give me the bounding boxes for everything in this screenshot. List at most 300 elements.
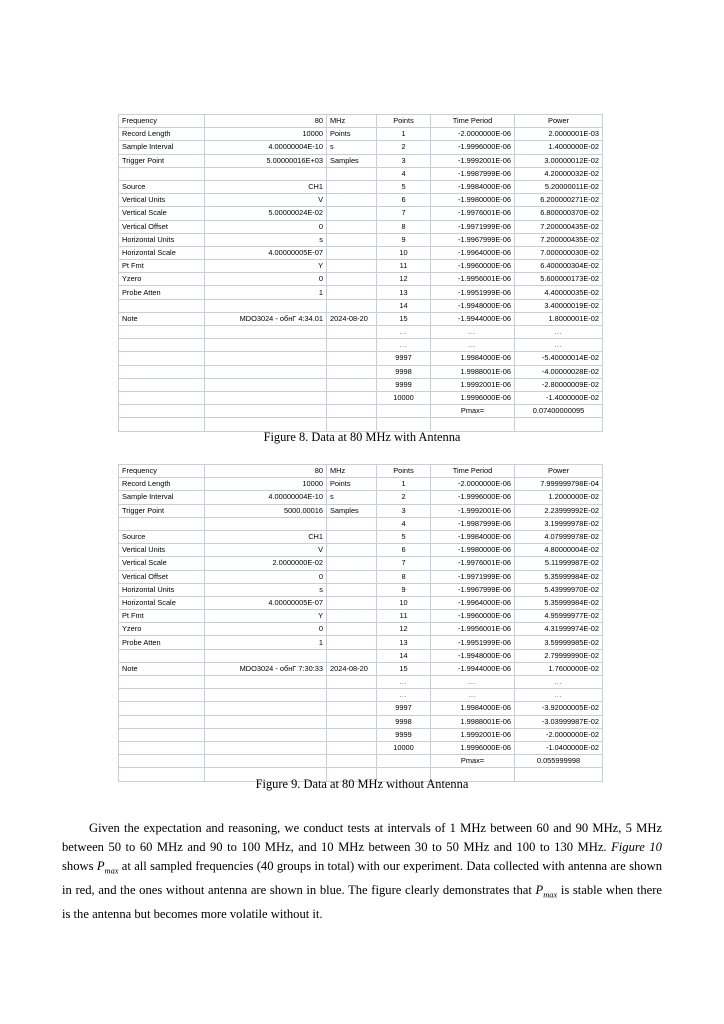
pmax-label: Pmax=	[431, 405, 515, 418]
param-unit	[327, 233, 377, 246]
frequency-unit: MHz	[327, 115, 377, 128]
param-unit	[327, 220, 377, 233]
data-point-index: 7	[377, 207, 431, 220]
table-row	[119, 378, 603, 391]
table-row	[119, 557, 603, 570]
data-time-period: …	[431, 339, 515, 352]
param-value	[205, 676, 327, 689]
data-point-index: 14	[377, 649, 431, 662]
param-value: 10000	[205, 128, 327, 141]
data-time-period: -1.9956001E-06	[431, 623, 515, 636]
data-point-index: …	[377, 689, 431, 702]
param-unit	[327, 544, 377, 557]
param-value: 1	[205, 636, 327, 649]
param-unit	[327, 530, 377, 543]
data-time-period: -1.9992001E-06	[431, 154, 515, 167]
data-point-index: …	[377, 326, 431, 339]
data-point-index: …	[377, 676, 431, 689]
table-row	[119, 596, 603, 609]
table-row	[119, 715, 603, 728]
data-power: 5.600000173E-02	[515, 273, 603, 286]
data-power: …	[515, 339, 603, 352]
param-label: Horizontal Units	[119, 233, 205, 246]
data-power: 2.79999990E-02	[515, 649, 603, 662]
param-label: Note	[119, 312, 205, 325]
param-value: 4.00000005E-07	[205, 246, 327, 259]
param-value	[205, 728, 327, 741]
param-unit	[327, 557, 377, 570]
data-time-period: -1.9944000E-06	[431, 312, 515, 325]
data-power: 6.200000271E-02	[515, 194, 603, 207]
data-point-index: 9998	[377, 715, 431, 728]
table-row	[119, 491, 603, 504]
data-time-period: …	[431, 676, 515, 689]
data-time-period: 1.9988001E-06	[431, 715, 515, 728]
data-power: 4.95999977E-02	[515, 610, 603, 623]
data-time-period: …	[431, 326, 515, 339]
param-label: Probe Atten	[119, 286, 205, 299]
data-time-period: …	[431, 689, 515, 702]
param-unit: s	[327, 491, 377, 504]
param-unit	[327, 326, 377, 339]
param-label	[119, 405, 205, 418]
param-value: 1	[205, 286, 327, 299]
param-value	[205, 167, 327, 180]
param-unit	[327, 273, 377, 286]
table-row	[119, 728, 603, 741]
data-point-index: 9	[377, 233, 431, 246]
data-time-period: -2.0000000E-06	[431, 128, 515, 141]
data-power: 1.2000000E-02	[515, 491, 603, 504]
param-unit	[327, 391, 377, 404]
data-point-index: 15	[377, 312, 431, 325]
table-row	[119, 755, 603, 768]
param-label: Sample Interval	[119, 141, 205, 154]
param-value	[205, 352, 327, 365]
data-point-index: 15	[377, 662, 431, 675]
table-row	[119, 154, 603, 167]
param-label: Pt Fmt	[119, 610, 205, 623]
param-label: Horizontal Scale	[119, 246, 205, 259]
param-unit	[327, 260, 377, 273]
param-label: Trigger Point	[119, 504, 205, 517]
param-value: 4.00000004E-10	[205, 491, 327, 504]
data-time-period: -1.9987999E-06	[431, 517, 515, 530]
param-unit	[327, 715, 377, 728]
data-time-period: -1.9984000E-06	[431, 180, 515, 193]
figure-10-reference: Figure 10	[611, 839, 662, 854]
pmax-value: 0.055999998	[515, 755, 603, 768]
data-time-period: -1.9980000E-06	[431, 544, 515, 557]
param-label	[119, 299, 205, 312]
pmax-label: Pmax=	[431, 755, 515, 768]
param-unit	[327, 339, 377, 352]
table-row	[119, 141, 603, 154]
data-time-period: -1.9964000E-06	[431, 596, 515, 609]
data-point-index: 4	[377, 167, 431, 180]
data-time-period: -1.9987999E-06	[431, 167, 515, 180]
pmax-letter-2: P	[535, 883, 544, 897]
param-label: Source	[119, 180, 205, 193]
data-point-index: 3	[377, 504, 431, 517]
table-row	[119, 583, 603, 596]
param-label	[119, 715, 205, 728]
table-row	[119, 312, 603, 325]
param-label	[119, 326, 205, 339]
data-point-index: …	[377, 339, 431, 352]
param-label: Vertical Offset	[119, 220, 205, 233]
param-value: 4.00000004E-10	[205, 141, 327, 154]
data-point-index: 5	[377, 180, 431, 193]
param-label: Note	[119, 662, 205, 675]
param-value	[205, 689, 327, 702]
table-row	[119, 260, 603, 273]
data-power: 3.59999985E-02	[515, 636, 603, 649]
table-row	[119, 207, 603, 220]
pmax-value: 0.07400000095	[515, 405, 603, 418]
table-row	[119, 517, 603, 530]
param-label: Vertical Offset	[119, 570, 205, 583]
data-time-period: -1.9944000E-06	[431, 662, 515, 675]
param-label	[119, 676, 205, 689]
data-time-period: -1.9996000E-06	[431, 141, 515, 154]
param-unit	[327, 378, 377, 391]
paragraph-text-part-4: is stable when there is the antenna but becomes more volatile without it.	[62, 883, 662, 921]
table-row	[119, 478, 603, 491]
data-point-index: 8	[377, 220, 431, 233]
data-power: 3.40000019E-02	[515, 299, 603, 312]
param-label	[119, 352, 205, 365]
param-value: 5.00000016E+03	[205, 154, 327, 167]
pmax-letter-1: P	[96, 859, 105, 874]
param-label	[119, 741, 205, 754]
param-unit	[327, 583, 377, 596]
data-power: 7.200000435E-02	[515, 233, 603, 246]
figure-9-caption: Figure 9. Data at 80 MHz without Antenna	[255, 777, 469, 791]
table-row	[119, 299, 603, 312]
data-power: -2.0000000E-02	[515, 728, 603, 741]
param-label: Horizontal Scale	[119, 596, 205, 609]
table-row	[119, 702, 603, 715]
param-unit	[327, 405, 377, 418]
data-point-index: 7	[377, 557, 431, 570]
data-power: 5.35999984E-02	[515, 570, 603, 583]
param-value	[205, 365, 327, 378]
table-row	[119, 352, 603, 365]
data-power: 1.8000001E-02	[515, 312, 603, 325]
param-label: Vertical Scale	[119, 557, 205, 570]
data-time-period: -1.9964000E-06	[431, 246, 515, 259]
data-point-index: 11	[377, 610, 431, 623]
param-unit: 2024-08-20	[327, 662, 377, 675]
param-value	[205, 405, 327, 418]
table-row	[119, 544, 603, 557]
param-value: V	[205, 544, 327, 557]
data-time-period: 1.9992001E-06	[431, 378, 515, 391]
column-header-time-period: Time Period	[431, 115, 515, 128]
param-label: Vertical Units	[119, 544, 205, 557]
data-point-index: 10	[377, 246, 431, 259]
data-time-period: 1.9984000E-06	[431, 702, 515, 715]
table-row	[119, 273, 603, 286]
param-label: Record Length	[119, 478, 205, 491]
data-point-index: 9	[377, 583, 431, 596]
param-unit	[327, 676, 377, 689]
param-label	[119, 689, 205, 702]
data-point-index: 9997	[377, 702, 431, 715]
table-row	[119, 233, 603, 246]
param-value	[205, 339, 327, 352]
param-value: 10000	[205, 478, 327, 491]
param-label: Vertical Scale	[119, 207, 205, 220]
frequency-value: 80	[205, 115, 327, 128]
param-value	[205, 649, 327, 662]
data-point-index: 11	[377, 260, 431, 273]
param-value: 0	[205, 273, 327, 286]
param-value: MDO3024 - обнГ 4:34.01	[205, 312, 327, 325]
data-point-index: 8	[377, 570, 431, 583]
data-time-period: -1.9967999E-06	[431, 233, 515, 246]
table-row	[119, 391, 603, 404]
data-point-index: 12	[377, 623, 431, 636]
data-time-period: 1.9992001E-06	[431, 728, 515, 741]
param-value: CH1	[205, 530, 327, 543]
figure-9-table	[118, 464, 602, 782]
data-point-index: 10000	[377, 391, 431, 404]
data-power: -5.40000014E-02	[515, 352, 603, 365]
param-value	[205, 378, 327, 391]
table-row	[119, 649, 603, 662]
data-point-index: 9999	[377, 378, 431, 391]
data-time-period: -1.9960000E-06	[431, 260, 515, 273]
data-point-index: 9999	[377, 728, 431, 741]
data-time-period: -1.9951999E-06	[431, 286, 515, 299]
data-power: 6.400000304E-02	[515, 260, 603, 273]
data-power: 4.20000032E-02	[515, 167, 603, 180]
table-row	[119, 128, 603, 141]
param-unit	[327, 741, 377, 754]
param-label	[119, 339, 205, 352]
param-unit	[327, 623, 377, 636]
data-point-index: 14	[377, 299, 431, 312]
table-header-row	[119, 465, 603, 478]
param-label	[119, 365, 205, 378]
param-unit	[327, 286, 377, 299]
data-point-index: 2	[377, 491, 431, 504]
data-power: 5.20000011E-02	[515, 180, 603, 193]
param-value: 0	[205, 220, 327, 233]
data-time-period: -1.9948000E-06	[431, 299, 515, 312]
data-point-index: 4	[377, 517, 431, 530]
data-power: 7.999999798E-04	[515, 478, 603, 491]
frequency-value: 80	[205, 465, 327, 478]
param-unit	[327, 689, 377, 702]
data-power: -3.92000005E-02	[515, 702, 603, 715]
data-power: 5.11999987E-02	[515, 557, 603, 570]
data-time-period: -1.9971999E-06	[431, 570, 515, 583]
param-unit	[327, 517, 377, 530]
column-header-power: Power	[515, 465, 603, 478]
param-value	[205, 702, 327, 715]
param-label: Source	[119, 530, 205, 543]
param-label: Probe Atten	[119, 636, 205, 649]
data-power: 2.23999992E-02	[515, 504, 603, 517]
data-power: 4.40000035E-02	[515, 286, 603, 299]
data-time-period: -1.9956001E-06	[431, 273, 515, 286]
table-row	[119, 194, 603, 207]
param-label: Pt Fmt	[119, 260, 205, 273]
param-label: Sample Interval	[119, 491, 205, 504]
table-row	[119, 246, 603, 259]
data-time-period: 1.9996000E-06	[431, 741, 515, 754]
data-time-period: 1.9996000E-06	[431, 391, 515, 404]
param-unit: Points	[327, 128, 377, 141]
param-value: MDO3024 - обнГ 7:30:33	[205, 662, 327, 675]
param-unit: Points	[327, 478, 377, 491]
column-header-power: Power	[515, 115, 603, 128]
param-unit: Samples	[327, 154, 377, 167]
pmax-symbol-inline-2	[535, 883, 558, 900]
param-value: 2.0000000E-02	[205, 557, 327, 570]
param-unit	[327, 180, 377, 193]
data-power: 5.35999984E-02	[515, 596, 603, 609]
table-row	[119, 365, 603, 378]
data-point-index: 9998	[377, 365, 431, 378]
data-time-period: -1.9984000E-06	[431, 530, 515, 543]
param-label	[119, 755, 205, 768]
table-row	[119, 504, 603, 517]
spreadsheet-table-figure-9	[118, 464, 603, 782]
param-value	[205, 299, 327, 312]
data-point-index: 12	[377, 273, 431, 286]
param-unit	[327, 596, 377, 609]
frequency-label: Frequency	[119, 465, 205, 478]
pmax-spacer	[377, 405, 431, 418]
pmax-subscript-2: max	[543, 890, 558, 900]
data-power: 2.0000001E-03	[515, 128, 603, 141]
data-time-period: -1.9960000E-06	[431, 610, 515, 623]
param-unit	[327, 207, 377, 220]
paragraph-text-part-2: shows	[62, 859, 97, 874]
paragraph-text-part-1: Given the expectation and reasoning, we conduct tests at intervals of 1 MHz between 60 and 90 MHz, 5 MHz between 50 to 60 MHz and 90 to 100 MHz, and 10 MHz between 30 to 50 MHz and 100 to 130 MHz.	[62, 820, 662, 854]
table-row	[119, 220, 603, 233]
param-label	[119, 391, 205, 404]
param-value	[205, 517, 327, 530]
data-time-period: 1.9988001E-06	[431, 365, 515, 378]
param-value: V	[205, 194, 327, 207]
param-unit	[327, 167, 377, 180]
data-power: …	[515, 689, 603, 702]
figure-8-table	[118, 114, 602, 432]
param-label: Record Length	[119, 128, 205, 141]
data-power: -3.03999987E-02	[515, 715, 603, 728]
data-power: …	[515, 326, 603, 339]
data-time-period: -1.9976001E-06	[431, 207, 515, 220]
data-time-period: -1.9996000E-06	[431, 491, 515, 504]
table-row	[119, 167, 603, 180]
param-unit	[327, 636, 377, 649]
column-header-time-period: Time Period	[431, 465, 515, 478]
param-label: Yzero	[119, 623, 205, 636]
data-point-index: 9997	[377, 352, 431, 365]
data-point-index: 10000	[377, 741, 431, 754]
param-value: s	[205, 583, 327, 596]
data-time-period: -1.9951999E-06	[431, 636, 515, 649]
data-point-index: 13	[377, 636, 431, 649]
param-unit	[327, 610, 377, 623]
param-value: Y	[205, 610, 327, 623]
param-value: 5.00000024E-02	[205, 207, 327, 220]
data-point-index: 5	[377, 530, 431, 543]
spreadsheet-table-figure-8	[118, 114, 603, 432]
data-point-index: 3	[377, 154, 431, 167]
frequency-label: Frequency	[119, 115, 205, 128]
data-power: 4.07999978E-02	[515, 530, 603, 543]
data-time-period: -1.9992001E-06	[431, 504, 515, 517]
param-label	[119, 378, 205, 391]
table-row	[119, 689, 603, 702]
param-value: 4.00000005E-07	[205, 596, 327, 609]
param-value	[205, 755, 327, 768]
data-time-period: -1.9976001E-06	[431, 557, 515, 570]
data-power: 3.00000012E-02	[515, 154, 603, 167]
column-header-points: Points	[377, 115, 431, 128]
param-label	[119, 728, 205, 741]
table-row	[119, 741, 603, 754]
table-row	[119, 570, 603, 583]
data-point-index: 2	[377, 141, 431, 154]
param-label: Horizontal Units	[119, 583, 205, 596]
table-row	[119, 405, 603, 418]
param-unit: 2024-08-20	[327, 312, 377, 325]
table-row	[119, 623, 603, 636]
param-label: Trigger Point	[119, 154, 205, 167]
frequency-unit: MHz	[327, 465, 377, 478]
table-row	[119, 610, 603, 623]
data-power: 6.800000370E-02	[515, 207, 603, 220]
param-value	[205, 741, 327, 754]
param-unit: s	[327, 141, 377, 154]
table-row	[119, 180, 603, 193]
data-time-period: -1.9967999E-06	[431, 583, 515, 596]
data-power: -1.4000000E-02	[515, 391, 603, 404]
param-value	[205, 326, 327, 339]
data-power: 1.4000000E-02	[515, 141, 603, 154]
pmax-symbol-inline-1	[96, 859, 119, 876]
param-label	[119, 702, 205, 715]
table-row	[119, 530, 603, 543]
param-unit	[327, 728, 377, 741]
param-label: Vertical Units	[119, 194, 205, 207]
param-label	[119, 649, 205, 662]
table-row	[119, 339, 603, 352]
data-time-period: -1.9948000E-06	[431, 649, 515, 662]
table-row	[119, 662, 603, 675]
param-value: s	[205, 233, 327, 246]
data-point-index: 13	[377, 286, 431, 299]
param-unit	[327, 649, 377, 662]
param-unit	[327, 702, 377, 715]
pmax-subscript-1: max	[104, 866, 119, 876]
data-point-index: 6	[377, 194, 431, 207]
data-power: 3.19999978E-02	[515, 517, 603, 530]
param-label: Yzero	[119, 273, 205, 286]
data-power: 4.31999974E-02	[515, 623, 603, 636]
data-time-period: -1.9971999E-06	[431, 220, 515, 233]
data-time-period: 1.9984000E-06	[431, 352, 515, 365]
param-unit: Samples	[327, 504, 377, 517]
param-value: CH1	[205, 180, 327, 193]
